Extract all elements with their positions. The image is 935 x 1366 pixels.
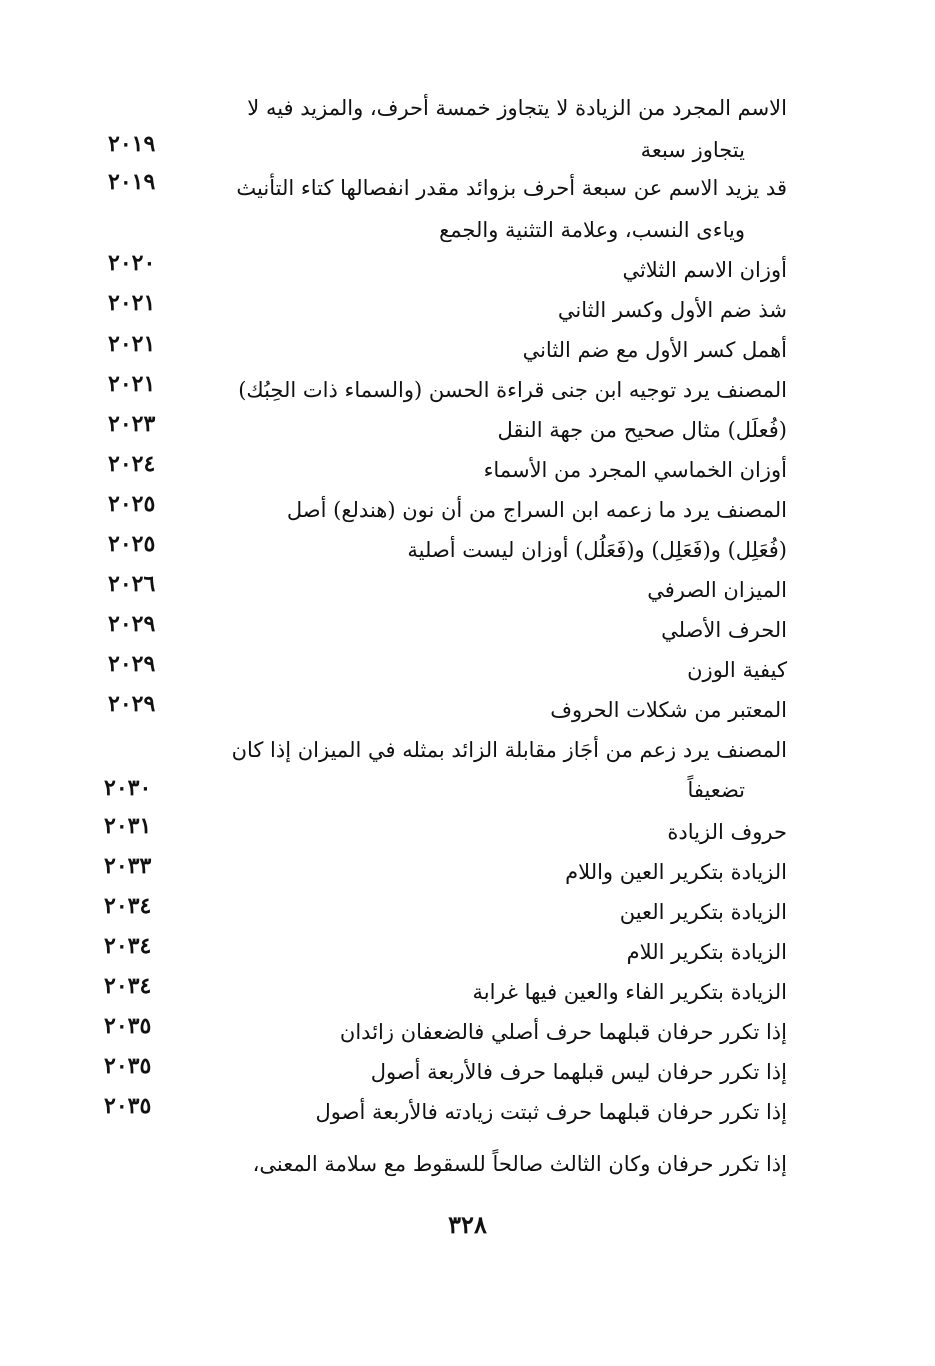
entry-line: أوزان الاسم الثلاثي (622, 258, 787, 282)
entry-line-continued: تضعيفاً (687, 778, 745, 802)
entry-line: الزيادة بتكرير اللام (626, 940, 787, 964)
entry-line: إذا تكرر حرفان قبلهما حرف ثبتت زيادته فالأربعة أصول (315, 1100, 787, 1124)
entry-page-number: ٢٠٢١ (108, 290, 156, 316)
entry-line: (فُعلَل) مثال صحيح من جهة النقل (497, 418, 787, 442)
entry-line: شذ ضم الأول وكسر الثاني (557, 298, 787, 322)
entry-line: إذا تكرر حرفان وكان الثالث صالحاً للسقوط مع سلامة المعنى، (252, 1152, 787, 1176)
entry-page-number: ٢٠٢٦ (108, 571, 156, 597)
entry-page-number: ٢٠٢٩ (108, 611, 156, 637)
entry-page-number: ٢٠٢٩ (108, 651, 156, 677)
entry-line: الحرف الأصلي (661, 618, 787, 642)
entry-page-number: ٢٠٢١ (108, 371, 156, 397)
entry-line: الزيادة بتكرير العين (619, 900, 787, 924)
entry-line: المصنف يرد زعم من أجَاز مقابلة الزائد بمثله في الميزان إذا كان (231, 738, 787, 762)
entry-line: إذا تكرر حرفان قبلهما حرف أصلي فالضعفان زائدان (339, 1020, 787, 1044)
entry-page-number: ٢٠٢٣ (108, 411, 156, 437)
entry-line: أهمل كسر الأول مع ضم الثاني (522, 338, 787, 362)
entry-line-continued: يتجاوز سبعة (640, 138, 745, 162)
entry-page-number: ٢٠٣٤ (104, 973, 152, 999)
entry-page-number: ٢٠٣٥ (104, 1093, 152, 1119)
entry-line: قد يزيد الاسم عن سبعة أحرف بزوائد مقدر انفصالها كتاء التأنيث (236, 176, 787, 200)
entry-page-number: ٢٠٣٠ (104, 775, 152, 801)
entry-page-number: ٢٠٢١ (108, 331, 156, 357)
entry-line: الزيادة بتكرير الفاء والعين فيها غرابة (472, 980, 787, 1004)
entry-page-number: ٢٠٣٤ (104, 933, 152, 959)
entry-line: أوزان الخماسي المجرد من الأسماء (483, 458, 787, 482)
entry-page-number: ٢٠١٩ (108, 169, 156, 195)
entry-page-number: ٢٠١٩ (108, 131, 156, 157)
entry-line: المعتبر من شكلات الحروف (550, 698, 787, 722)
entry-page-number: ٢٠٢٥ (108, 531, 156, 557)
entry-line: المصنف يرد ما زعمه ابن السراج من أن نون (هندلع) أصل (286, 498, 787, 522)
entry-page-number: ٢٠٢٩ (108, 691, 156, 717)
entry-page-number: ٢٠٣٥ (104, 1013, 152, 1039)
entry-page-number: ٢٠٢٠ (108, 250, 156, 276)
entry-line: حروف الزيادة (667, 820, 787, 844)
entry-line: الميزان الصرفي (647, 578, 787, 602)
entry-page-number: ٢٠٢٥ (108, 491, 156, 517)
entry-line: المصنف يرد توجيه ابن جنى قراءة الحسن (والسماء ذات الحِبُك) (238, 378, 787, 402)
entry-page-number: ٢٠٣٣ (104, 853, 152, 879)
entry-line: الزيادة بتكرير العين واللام (565, 860, 787, 884)
entry-line: إذا تكرر حرفان ليس قبلهما حرف فالأربعة أصول (370, 1060, 787, 1084)
entry-line: (فُعَلِل) و(فَعَلِل) و(فَعَلُل) أوزان ليست أصلية (407, 538, 787, 562)
entry-page-number: ٢٠٢٤ (108, 451, 156, 477)
entry-line: كيفية الوزن (687, 658, 787, 682)
entry-page-number: ٢٠٣٤ (104, 893, 152, 919)
entry-line: الاسم المجرد من الزيادة لا يتجاوز خمسة أحرف، والمزيد فيه لا (247, 96, 787, 120)
page-number: ٣٢٨ (448, 1210, 487, 1239)
entry-page-number: ٢٠٣٥ (104, 1053, 152, 1079)
entry-page-number: ٢٠٣١ (104, 813, 152, 839)
entry-line-continued: وياءى النسب، وعلامة التثنية والجمع (439, 218, 745, 242)
